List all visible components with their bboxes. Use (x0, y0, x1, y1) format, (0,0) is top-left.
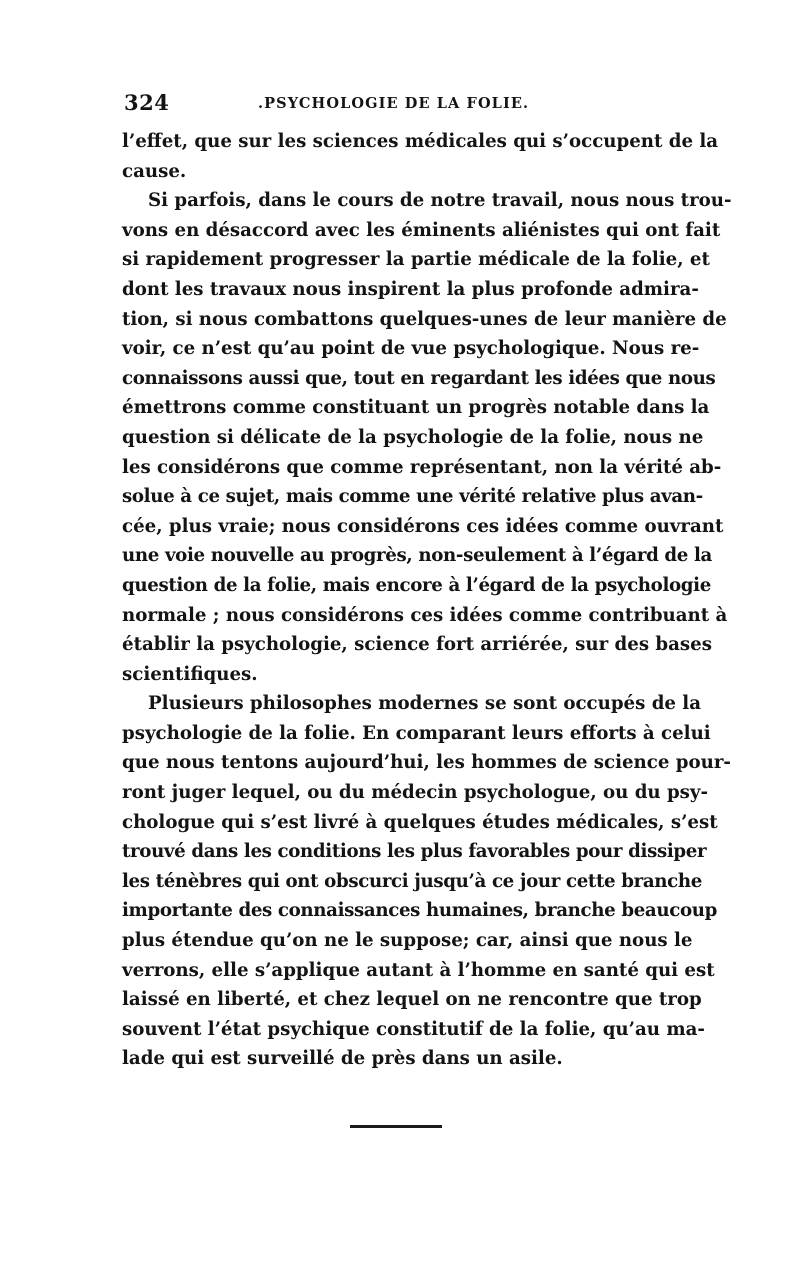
text-line: établir la psychologie, science fort arriérée, sur des bases (122, 634, 712, 656)
text-line: si rapidement progresser la partie médicale de la folie, et (122, 249, 710, 271)
running-head (122, 90, 678, 120)
text-line: l’effet, que sur les sciences médicales qui s’occupent de la (122, 131, 719, 152)
text-line: solue à ce sujet, mais comme une vérité relative plus avan- (122, 486, 703, 508)
text-line: souvent l’état psychique constitutif de la folie, qu’au ma- (122, 1018, 705, 1040)
text-line: lade qui est surveillé de près dans un asile. (122, 1048, 563, 1070)
text-line: cause. (122, 160, 187, 182)
text-line: normale ; nous considérons ces idées comme contribuant à (122, 604, 728, 626)
text-line: scientifiques. (122, 663, 258, 685)
text-line: Plusieurs philosophes modernes se sont occupés de la (148, 693, 702, 715)
text-line: plus étendue qu’on ne le suppose; car, ainsi que nous le (122, 930, 693, 952)
text-line: dont les travaux nous inspirent la plus profonde admira- (122, 278, 699, 300)
text-line: question de la folie, mais encore à l’égard de la psychologie (122, 574, 711, 596)
text-line: vons en désaccord avec les éminents aliénistes qui ont fait (122, 219, 721, 241)
text-line: connaissons aussi que, tout en regardant les idées que nous (122, 367, 716, 389)
text-line: psychologie de la folie. En comparant leurs efforts à celui (122, 722, 711, 744)
running-title: .PSYCHOLOGIE DE LA FOLIE. (258, 95, 530, 112)
page-number: 324 (124, 90, 170, 115)
text-line: que nous tentons aujourd’hui, les hommes de science pour- (122, 752, 731, 774)
text-line: voir, ce n’est qu’au point de vue psychologique. Nous re- (122, 338, 700, 360)
section-rule (350, 1125, 442, 1128)
text-line: chologue qui s’est livré à quelques études médicales, s’est (122, 811, 718, 833)
text-line: une voie nouvelle au progrès, non-seulement à l’égard de la (122, 545, 712, 567)
text-line: question si délicate de la psychologie de la folie, nous ne (122, 426, 704, 448)
body-text (122, 127, 732, 1074)
text-line: laissé en liberté, et chez lequel on ne rencontre que trop (122, 989, 702, 1011)
paragraph-continuation (122, 127, 719, 186)
text-line: les considérons que comme représentant, non la vérité ab- (122, 456, 722, 478)
text-line: Si parfois, dans le cours de notre travail, nous nous trou- (148, 190, 732, 212)
text-line: ront juger lequel, ou du médecin psychologue, ou du psy- (122, 782, 709, 804)
text-line: émettrons comme constituant un progrès notable dans la (122, 397, 710, 419)
text-line: tion, si nous combattons quelques-unes de leur manière de (122, 308, 727, 330)
text-line: cée, plus vraie; nous considérons ces idées comme ouvrant (122, 515, 724, 537)
text-line: trouvé dans les conditions les plus favorables pour dissiper (122, 841, 707, 863)
paragraph-disagreement (122, 186, 732, 689)
paragraph-philosophers (122, 689, 731, 1074)
text-line: importante des connaissances humaines, branche beaucoup (122, 900, 717, 922)
text-line: verrons, elle s’applique autant à l’homme en santé qui est (122, 959, 715, 981)
text-line: les ténèbres qui ont obscurci jusqu’à ce jour cette branche (122, 870, 702, 892)
